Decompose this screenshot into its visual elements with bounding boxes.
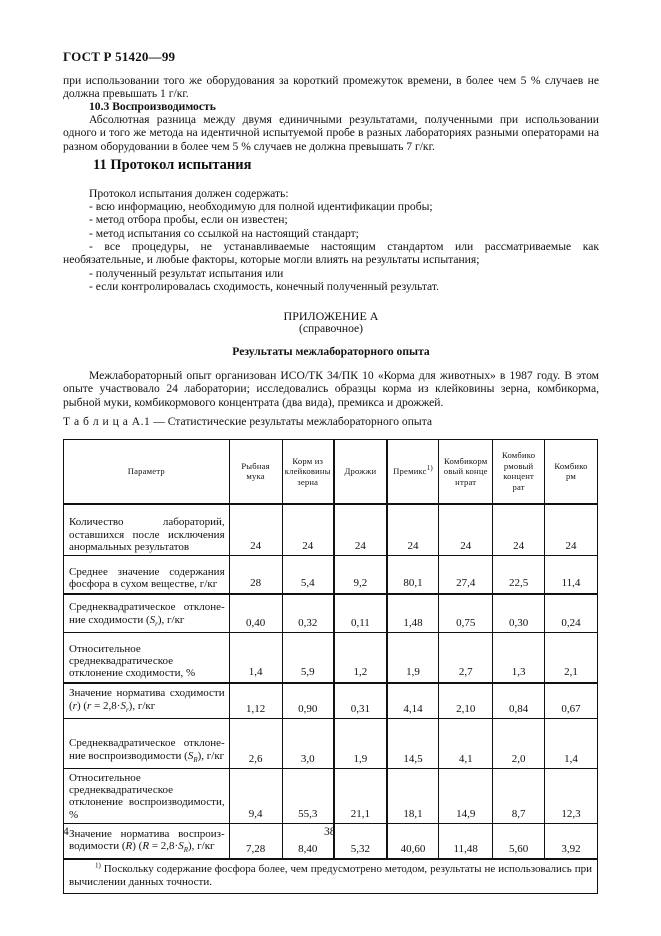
cell-value: 24 bbox=[282, 504, 334, 556]
row-parameter: Среднее значение содержания фосфора в сухом веществе, г/кг bbox=[64, 556, 230, 594]
cell-value: 5,60 bbox=[493, 823, 545, 859]
cell-value: 5,32 bbox=[334, 823, 387, 859]
cell-value: 1,9 bbox=[387, 633, 439, 683]
cell-value: 24 bbox=[439, 504, 493, 556]
cell-value: 11,48 bbox=[439, 823, 493, 859]
protocol-list-item: - всю информацию, необходимую для полной идентификации пробы; bbox=[89, 200, 433, 213]
cell-value: 12,3 bbox=[545, 769, 598, 824]
table-row bbox=[64, 719, 598, 769]
cell-value: 2,1 bbox=[545, 633, 598, 683]
cell-value: 1,4 bbox=[229, 633, 282, 683]
section-10-2-tail: при использовании того же оборудования за короткий промежуток времени, в более чем 5 % случаев не должна превышать 1 г/кг. bbox=[63, 74, 599, 101]
cell-value: 80,1 bbox=[387, 556, 439, 594]
cell-value: 0,90 bbox=[282, 683, 334, 719]
cell-value: 1,2 bbox=[334, 633, 387, 683]
column-header-fish-meal bbox=[229, 440, 282, 504]
cell-value: 1,4 bbox=[545, 719, 598, 769]
cell-value: 24 bbox=[334, 504, 387, 556]
table-caption-label: Т а б л и ц а А.1 bbox=[63, 415, 151, 428]
footnote-text: Поскольку содержание фосфора более, чем предусмотрено методом, результаты не использовались при вычислении данных точности. bbox=[69, 863, 592, 889]
protocol-list-item: - полученный результат испытания или bbox=[89, 267, 284, 280]
cell-value: 14,9 bbox=[439, 769, 493, 824]
cell-value: 55,3 bbox=[282, 769, 334, 824]
row-parameter: Среднеквадратическое отклонение воспроизводимости $(S_R)$, г/кг bbox=[64, 719, 230, 769]
protocol-list-item: - метод отбора пробы, если он известен; bbox=[89, 213, 288, 226]
footnote-mark: 1) bbox=[95, 861, 101, 870]
column-header-label: Премикс bbox=[393, 466, 427, 476]
column-header-label: Рыбная мука bbox=[241, 460, 270, 482]
cell-value: 9,4 bbox=[229, 769, 282, 824]
table-row bbox=[64, 769, 598, 824]
row-parameter: Значение норматива воспроизводимости (R) $(R = 2,8\cdot S_R)$, г/кг bbox=[64, 823, 230, 859]
cell-value: 2,7 bbox=[439, 633, 493, 683]
table-row bbox=[64, 633, 598, 683]
cell-value: 4,14 bbox=[387, 683, 439, 719]
cell-value: 9,2 bbox=[334, 556, 387, 594]
table-row bbox=[64, 504, 598, 556]
cell-value: 22,5 bbox=[493, 556, 545, 594]
cell-value: 4,1 bbox=[439, 719, 493, 769]
cell-value: 24 bbox=[387, 504, 439, 556]
section-10-3-text: Абсолютная разница между двумя единичными результатами, полученными при использовании одного и того же метода на идентичной испытуемой пробе в разных лабораториях разными операторами на разном оборудовании в более чем 5 % случаев не должна превышать 7 г/кг. bbox=[63, 113, 599, 153]
cell-value: 14,5 bbox=[387, 719, 439, 769]
row-parameter: Среднеквадратическое отклонение сходимости $(S_r)$, г/кг bbox=[64, 594, 230, 633]
table-footnote bbox=[64, 859, 598, 894]
cell-value: 0,31 bbox=[334, 683, 387, 719]
appendix-subtitle: (справочное) bbox=[298, 322, 364, 335]
column-header-label: Комбикормовый концентрат bbox=[443, 455, 488, 487]
row-parameter: Количество лабораторий, оставшихся после исключения анормальных результатов bbox=[64, 504, 230, 556]
cell-value: 8,40 bbox=[282, 823, 334, 859]
cell-value: 27,4 bbox=[439, 556, 493, 594]
row-parameter: Относительное среднеквадратическое отклонение воспроизводимости, % bbox=[64, 769, 230, 824]
table-header-row bbox=[64, 440, 598, 504]
cell-value: 40,60 bbox=[387, 823, 439, 859]
protocol-list-item: - метод испытания со ссылкой на настоящий стандарт; bbox=[89, 227, 359, 240]
protocol-list-item: - все процедуры, не устанавливаемые настоящим стандартом или рассматриваемые как необязательные, и любые факторы, которые могли влиять на результаты испытания; bbox=[63, 240, 599, 267]
cell-value: 5,4 bbox=[282, 556, 334, 594]
cell-value: 5,9 bbox=[282, 633, 334, 683]
cell-value: 0,84 bbox=[493, 683, 545, 719]
cell-value: 2,10 bbox=[439, 683, 493, 719]
cell-value: 11,4 bbox=[545, 556, 598, 594]
cell-value: 0,24 bbox=[545, 594, 598, 633]
cell-value: 7,28 bbox=[229, 823, 282, 859]
cell-value: 18,1 bbox=[387, 769, 439, 824]
document-code-header: ГОСТ Р 51420—99 bbox=[63, 49, 176, 64]
cell-value: 0,40 bbox=[229, 594, 282, 633]
table-row bbox=[64, 683, 598, 719]
cell-value: 2,0 bbox=[493, 719, 545, 769]
cell-value: 0,11 bbox=[334, 594, 387, 633]
cell-value: 1,3 bbox=[493, 633, 545, 683]
cell-value: 0,32 bbox=[282, 594, 334, 633]
column-header-premix bbox=[387, 440, 439, 504]
table-row bbox=[64, 556, 598, 594]
row-parameter: Значение норматива сходимости (r) $(r = 2,8\cdot S_r)$, г/кг bbox=[64, 683, 230, 719]
cell-value: 0,75 bbox=[439, 594, 493, 633]
cell-value: 1,12 bbox=[229, 683, 282, 719]
column-header-label: Комбикорм bbox=[554, 460, 588, 482]
cell-value: 0,30 bbox=[493, 594, 545, 633]
cell-value: 3,92 bbox=[545, 823, 598, 859]
protocol-list-item: - если контролировалась сходимость, конечный полученный результат. bbox=[89, 280, 439, 293]
column-header-label: Комбикормовый концентрат bbox=[501, 450, 536, 492]
cell-value: 28 bbox=[229, 556, 282, 594]
appendix-title: ПРИЛОЖЕНИЕ А bbox=[283, 309, 379, 323]
cell-value: 1,9 bbox=[334, 719, 387, 769]
cell-value: 21,1 bbox=[334, 769, 387, 824]
page-number-left: 4 bbox=[63, 825, 69, 838]
column-header-yeast: Дрожжи bbox=[334, 440, 387, 504]
table-caption-text: — Статистические результаты межлабораторного опыта bbox=[150, 415, 433, 428]
column-header-feed-concentrate-1 bbox=[439, 440, 493, 504]
appendix-heading: Результаты межлабораторного опыта bbox=[232, 345, 430, 358]
table-footnote-row bbox=[64, 859, 598, 894]
cell-value: 1,48 bbox=[387, 594, 439, 633]
cell-value: 0,67 bbox=[545, 683, 598, 719]
row-parameter: Относительное среднеквадратическое отклонение сходимости, % bbox=[64, 633, 230, 683]
cell-value: 3,0 bbox=[282, 719, 334, 769]
section-11-title: 11 Протокол испытания bbox=[93, 157, 252, 173]
cell-value: 24 bbox=[229, 504, 282, 556]
column-header-feed-concentrate-2 bbox=[493, 440, 545, 504]
section-11-intro: Протокол испытания должен содержать: bbox=[89, 187, 289, 200]
appendix-paragraph: Межлабораторный опыт организован ИСО/ТК 34/ПК 10 «Корма для животных» в 1987 году. В этом опыте участвовало 24 лаборатории; исследовались образцы корма из клейковины зерна, комбикорма, рыбной муки, комбикормового концентрата (два вида), премикса и дрожжей. bbox=[63, 369, 599, 409]
cell-value: 8,7 bbox=[493, 769, 545, 824]
column-header-gluten-feed bbox=[282, 440, 334, 504]
cell-value: 24 bbox=[545, 504, 598, 556]
cell-value: 24 bbox=[493, 504, 545, 556]
page-number-center: 38 bbox=[324, 825, 336, 838]
cell-value: 2,6 bbox=[229, 719, 282, 769]
table-caption bbox=[63, 415, 599, 428]
column-header-label: Корм из клейковины зерна bbox=[284, 455, 331, 487]
table-row bbox=[64, 594, 598, 633]
column-header-parameter: Параметр bbox=[64, 440, 230, 504]
column-header-compound-feed bbox=[545, 440, 598, 504]
footnote-mark: 1) bbox=[426, 464, 433, 473]
section-10-3-title: 10.3 Воспроизводимость bbox=[89, 100, 216, 113]
